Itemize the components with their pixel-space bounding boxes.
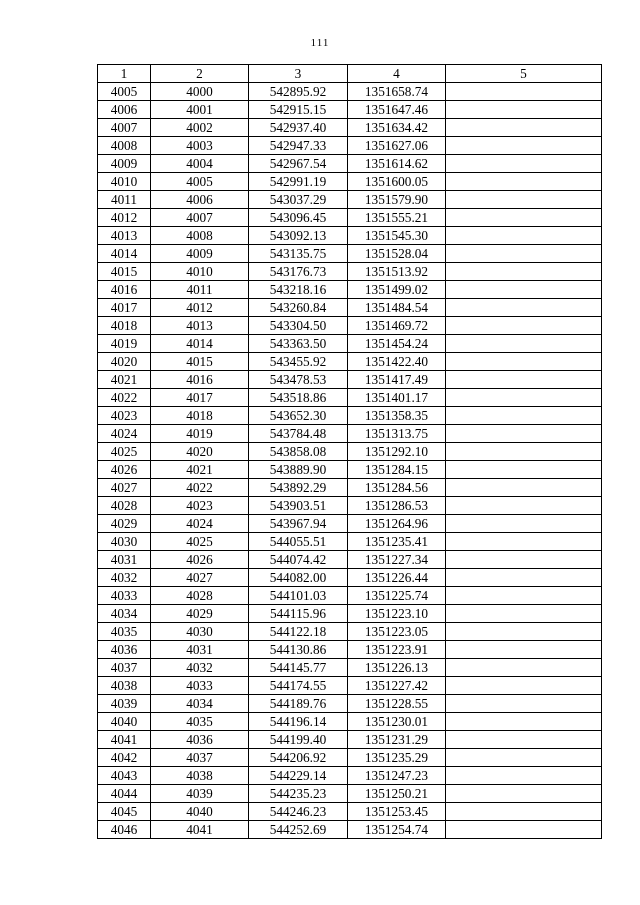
table-cell: 4022: [151, 479, 249, 497]
table-row: [98, 317, 602, 335]
table-cell: 1351422.40: [348, 353, 446, 371]
table-cell: 1351231.29: [348, 731, 446, 749]
table-row: [98, 191, 602, 209]
table-cell: [446, 821, 602, 839]
table-cell: 543218.16: [249, 281, 348, 299]
table-cell: 4019: [98, 335, 151, 353]
table-cell: 543892.29: [249, 479, 348, 497]
table-cell: [446, 389, 602, 407]
table-cell: 1351499.02: [348, 281, 446, 299]
table-cell: 1351227.42: [348, 677, 446, 695]
table-cell: 1351284.56: [348, 479, 446, 497]
table-cell: 4019: [151, 425, 249, 443]
table-cell: 1351227.34: [348, 551, 446, 569]
table-cell: 4011: [151, 281, 249, 299]
table-body: [98, 83, 602, 839]
table-cell: 1351226.44: [348, 569, 446, 587]
table-header-row: [98, 65, 602, 83]
table-row: [98, 227, 602, 245]
table-cell: 4037: [98, 659, 151, 677]
table-cell: [446, 353, 602, 371]
table-cell: 543858.08: [249, 443, 348, 461]
table-cell: 4044: [98, 785, 151, 803]
table-cell: 543260.84: [249, 299, 348, 317]
table-cell: [446, 425, 602, 443]
table-cell: 4018: [151, 407, 249, 425]
table-cell: [446, 137, 602, 155]
table-row: [98, 515, 602, 533]
table-cell: 542937.40: [249, 119, 348, 137]
table-cell: 542991.19: [249, 173, 348, 191]
table-cell: 4035: [151, 713, 249, 731]
table-cell: 544055.51: [249, 533, 348, 551]
table-cell: 543889.90: [249, 461, 348, 479]
table-cell: 4033: [151, 677, 249, 695]
table-cell: [446, 245, 602, 263]
table-cell: 4030: [98, 533, 151, 551]
table-cell: 1351223.05: [348, 623, 446, 641]
table-cell: [446, 677, 602, 695]
table-cell: 4040: [151, 803, 249, 821]
table-row: [98, 461, 602, 479]
table-row: [98, 497, 602, 515]
table-row: [98, 209, 602, 227]
table-cell: 1351614.62: [348, 155, 446, 173]
table-row: [98, 299, 602, 317]
table-cell: [446, 443, 602, 461]
table-cell: 542947.33: [249, 137, 348, 155]
table-row: [98, 173, 602, 191]
table-cell: 544174.55: [249, 677, 348, 695]
table-cell: 543455.92: [249, 353, 348, 371]
table-cell: [446, 623, 602, 641]
table-cell: 1351658.74: [348, 83, 446, 101]
table-row: [98, 767, 602, 785]
table-cell: 1351250.21: [348, 785, 446, 803]
table-cell: 1351600.05: [348, 173, 446, 191]
table-cell: 4027: [151, 569, 249, 587]
table-cell: 4037: [151, 749, 249, 767]
table-cell: [446, 407, 602, 425]
table-cell: 4010: [151, 263, 249, 281]
table-row: [98, 695, 602, 713]
table-cell: 4009: [98, 155, 151, 173]
table-cell: 1351292.10: [348, 443, 446, 461]
table-cell: 4034: [98, 605, 151, 623]
table-cell: 543903.51: [249, 497, 348, 515]
table-cell: [446, 659, 602, 677]
table-cell: 542895.92: [249, 83, 348, 101]
coordinates-table: [97, 64, 602, 839]
table-row: [98, 785, 602, 803]
table-cell: 543037.29: [249, 191, 348, 209]
table-cell: 1351545.30: [348, 227, 446, 245]
table-cell: 544115.96: [249, 605, 348, 623]
table-cell: 4041: [151, 821, 249, 839]
table-cell: 4016: [151, 371, 249, 389]
table-cell: 4024: [151, 515, 249, 533]
table-row: [98, 425, 602, 443]
table-cell: 4026: [98, 461, 151, 479]
table-cell: [446, 317, 602, 335]
table-cell: 4030: [151, 623, 249, 641]
table-cell: 4020: [151, 443, 249, 461]
table-cell: 4022: [98, 389, 151, 407]
table-row: [98, 533, 602, 551]
table-cell: [446, 371, 602, 389]
table-cell: [446, 209, 602, 227]
table-row: [98, 407, 602, 425]
table-cell: [446, 587, 602, 605]
table-cell: 4025: [151, 533, 249, 551]
table-cell: 4036: [98, 641, 151, 659]
table-cell: 543518.86: [249, 389, 348, 407]
table-cell: [446, 515, 602, 533]
table-cell: 1351223.91: [348, 641, 446, 659]
table-cell: 542915.15: [249, 101, 348, 119]
table-cell: 4039: [98, 695, 151, 713]
table-row: [98, 137, 602, 155]
table-cell: 543135.75: [249, 245, 348, 263]
column-header: 5: [446, 65, 602, 83]
table-row: [98, 587, 602, 605]
page-number: 111: [310, 37, 330, 49]
table-cell: 4039: [151, 785, 249, 803]
table-cell: 4032: [98, 569, 151, 587]
table-cell: 4025: [98, 443, 151, 461]
table-cell: 1351226.13: [348, 659, 446, 677]
table-cell: [446, 497, 602, 515]
table-cell: [446, 155, 602, 173]
table-cell: 4031: [151, 641, 249, 659]
table-cell: 4003: [151, 137, 249, 155]
table-cell: 543478.53: [249, 371, 348, 389]
table-cell: [446, 713, 602, 731]
table-cell: 1351634.42: [348, 119, 446, 137]
table-cell: 4021: [151, 461, 249, 479]
table-row: [98, 605, 602, 623]
table-cell: [446, 551, 602, 569]
table-cell: 4040: [98, 713, 151, 731]
table-cell: [446, 101, 602, 119]
table-cell: 4015: [98, 263, 151, 281]
table-cell: 544074.42: [249, 551, 348, 569]
table-cell: [446, 263, 602, 281]
table-cell: 544101.03: [249, 587, 348, 605]
table-cell: 1351286.53: [348, 497, 446, 515]
table-cell: 1351454.24: [348, 335, 446, 353]
table-cell: 544082.00: [249, 569, 348, 587]
column-header: 2: [151, 65, 249, 83]
table-cell: 4012: [98, 209, 151, 227]
table-cell: 4008: [98, 137, 151, 155]
table-cell: [446, 569, 602, 587]
table-row: [98, 335, 602, 353]
table-cell: 544145.77: [249, 659, 348, 677]
table-cell: [446, 605, 602, 623]
table-cell: 544122.18: [249, 623, 348, 641]
table-cell: [446, 767, 602, 785]
table-cell: 1351254.74: [348, 821, 446, 839]
table-cell: 4020: [98, 353, 151, 371]
table-cell: 544130.86: [249, 641, 348, 659]
table-cell: 4032: [151, 659, 249, 677]
table-cell: 543784.48: [249, 425, 348, 443]
table-row: [98, 119, 602, 137]
table-row: [98, 749, 602, 767]
table-cell: 4029: [98, 515, 151, 533]
table-cell: 4031: [98, 551, 151, 569]
table-cell: 4001: [151, 101, 249, 119]
table-cell: 1351235.41: [348, 533, 446, 551]
table-cell: 542967.54: [249, 155, 348, 173]
table-cell: [446, 749, 602, 767]
table-cell: [446, 479, 602, 497]
table-cell: 4023: [98, 407, 151, 425]
table-cell: 543176.73: [249, 263, 348, 281]
table-cell: 543096.45: [249, 209, 348, 227]
table-cell: [446, 803, 602, 821]
table-cell: 4024: [98, 425, 151, 443]
table-cell: 4021: [98, 371, 151, 389]
table-row: [98, 659, 602, 677]
column-header: 3: [249, 65, 348, 83]
table-cell: 1351253.45: [348, 803, 446, 821]
table-row: [98, 803, 602, 821]
table-cell: 1351284.15: [348, 461, 446, 479]
table-cell: 1351417.49: [348, 371, 446, 389]
table-cell: 4029: [151, 605, 249, 623]
table-cell: [446, 281, 602, 299]
table-cell: 4033: [98, 587, 151, 605]
table-cell: 1351313.75: [348, 425, 446, 443]
table-cell: 4038: [98, 677, 151, 695]
table-cell: 4017: [151, 389, 249, 407]
table-cell: 1351528.04: [348, 245, 446, 263]
table-cell: 4015: [151, 353, 249, 371]
table-cell: 4041: [98, 731, 151, 749]
table-cell: 4007: [98, 119, 151, 137]
table-cell: 4034: [151, 695, 249, 713]
table-row: [98, 731, 602, 749]
column-header: 4: [348, 65, 446, 83]
table-row: [98, 569, 602, 587]
table-cell: 4023: [151, 497, 249, 515]
table-cell: [446, 173, 602, 191]
table-cell: 1351247.23: [348, 767, 446, 785]
table-row: [98, 263, 602, 281]
table-cell: 543967.94: [249, 515, 348, 533]
table-cell: 1351469.72: [348, 317, 446, 335]
table-cell: [446, 533, 602, 551]
table-cell: 1351264.96: [348, 515, 446, 533]
table-cell: 4008: [151, 227, 249, 245]
table-cell: 4013: [98, 227, 151, 245]
table-row: [98, 101, 602, 119]
table-row: [98, 389, 602, 407]
table-row: [98, 155, 602, 173]
table-cell: 4035: [98, 623, 151, 641]
table-cell: 543363.50: [249, 335, 348, 353]
table-row: [98, 443, 602, 461]
table-row: [98, 479, 602, 497]
table-cell: 1351555.21: [348, 209, 446, 227]
table-cell: 4005: [98, 83, 151, 101]
table-cell: [446, 641, 602, 659]
table-cell: [446, 731, 602, 749]
table-cell: 544189.76: [249, 695, 348, 713]
table-cell: [446, 119, 602, 137]
table-cell: 4004: [151, 155, 249, 173]
table-cell: 544246.23: [249, 803, 348, 821]
table-cell: 544229.14: [249, 767, 348, 785]
table-cell: 4042: [98, 749, 151, 767]
table-cell: 4014: [98, 245, 151, 263]
table-cell: 1351223.10: [348, 605, 446, 623]
table-cell: 4009: [151, 245, 249, 263]
table-cell: 4017: [98, 299, 151, 317]
table-cell: [446, 695, 602, 713]
table-cell: 4005: [151, 173, 249, 191]
table-row: [98, 281, 602, 299]
table-cell: [446, 227, 602, 245]
table-cell: 4036: [151, 731, 249, 749]
table-cell: [446, 461, 602, 479]
table-cell: 1351627.06: [348, 137, 446, 155]
table-row: [98, 83, 602, 101]
table-cell: 4046: [98, 821, 151, 839]
table-cell: 1351225.74: [348, 587, 446, 605]
table-row: [98, 371, 602, 389]
table-cell: 4012: [151, 299, 249, 317]
table-cell: 544196.14: [249, 713, 348, 731]
table-cell: 543304.50: [249, 317, 348, 335]
table-cell: 544252.69: [249, 821, 348, 839]
table-cell: 4043: [98, 767, 151, 785]
table-cell: 1351228.55: [348, 695, 446, 713]
table-cell: 4016: [98, 281, 151, 299]
table-cell: [446, 785, 602, 803]
table-cell: 4006: [98, 101, 151, 119]
table-cell: 4002: [151, 119, 249, 137]
table-cell: 1351401.17: [348, 389, 446, 407]
table-row: [98, 245, 602, 263]
table-cell: 1351358.35: [348, 407, 446, 425]
table-cell: 4027: [98, 479, 151, 497]
table-cell: [446, 299, 602, 317]
table-cell: 4045: [98, 803, 151, 821]
table-cell: 4013: [151, 317, 249, 335]
table-cell: [446, 335, 602, 353]
table-row: [98, 623, 602, 641]
table-cell: 1351647.46: [348, 101, 446, 119]
table-cell: [446, 83, 602, 101]
table-cell: 543092.13: [249, 227, 348, 245]
table-row: [98, 713, 602, 731]
table-cell: 544206.92: [249, 749, 348, 767]
table-cell: 4026: [151, 551, 249, 569]
table-cell: 4006: [151, 191, 249, 209]
table-cell: 1351513.92: [348, 263, 446, 281]
table-row: [98, 677, 602, 695]
table-cell: 4007: [151, 209, 249, 227]
table-cell: 1351484.54: [348, 299, 446, 317]
table-row: [98, 821, 602, 839]
table-cell: 4010: [98, 173, 151, 191]
table-cell: 4000: [151, 83, 249, 101]
table-cell: 4011: [98, 191, 151, 209]
table-cell: 544235.23: [249, 785, 348, 803]
table-cell: 1351230.01: [348, 713, 446, 731]
table-cell: 4014: [151, 335, 249, 353]
table-row: [98, 551, 602, 569]
table-row: [98, 353, 602, 371]
table-cell: [446, 191, 602, 209]
table-cell: 4018: [98, 317, 151, 335]
column-header: 1: [98, 65, 151, 83]
table-cell: 4038: [151, 767, 249, 785]
table-cell: 4028: [151, 587, 249, 605]
table-cell: 544199.40: [249, 731, 348, 749]
table-cell: 4028: [98, 497, 151, 515]
table-row: [98, 641, 602, 659]
table-cell: 1351579.90: [348, 191, 446, 209]
table-cell: 543652.30: [249, 407, 348, 425]
table-cell: 1351235.29: [348, 749, 446, 767]
